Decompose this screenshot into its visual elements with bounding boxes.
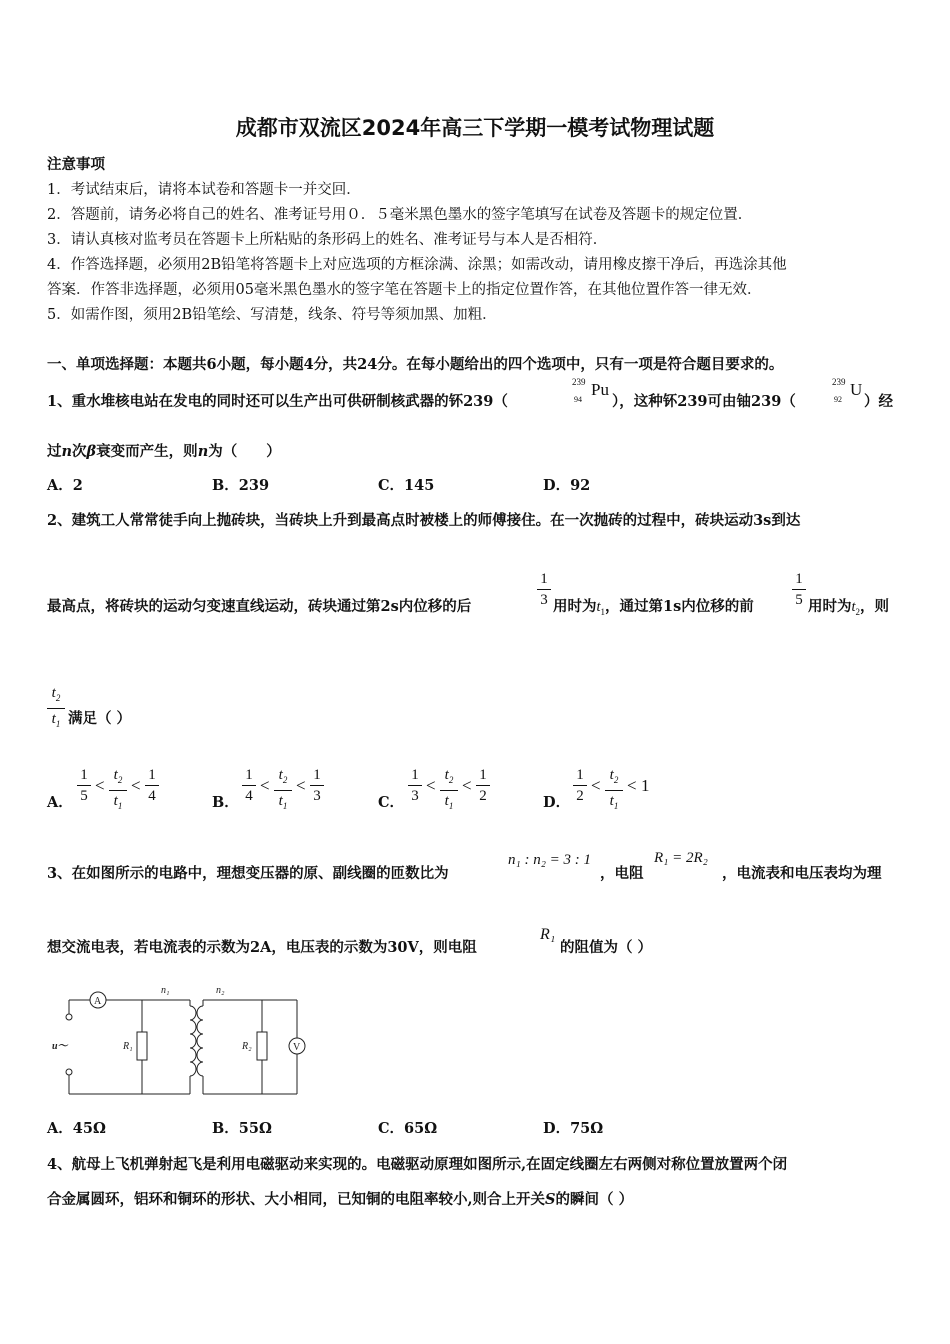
- q3-option-c-label: C．: [378, 1120, 405, 1137]
- q3-text-line2b: 的阻值为（ ）: [560, 939, 653, 956]
- frac-den: 2: [576, 788, 584, 804]
- frac-den: 4: [245, 788, 253, 804]
- frac-den: 5: [795, 592, 803, 608]
- q4-l2-b: 的瞬间（ ）: [555, 1191, 634, 1208]
- q3-option-c[interactable]: [378, 1117, 437, 1138]
- q3-option-a[interactable]: [47, 1117, 106, 1138]
- notice-item-1: 1．考试结束后，请将本试卷和答题卡一并交回．: [47, 182, 361, 198]
- q2-option-a-left-fraction: [77, 766, 91, 805]
- ratio-den: t: [51, 711, 56, 727]
- q2-text-line2a: 最高点，将砖块的运动匀变速直线运动，砖块通过第2s内位移的后: [47, 598, 472, 615]
- q1-n-var-2: n: [197, 443, 209, 460]
- ratio-den-sub: 1: [282, 801, 288, 811]
- frac-den: 3: [540, 592, 548, 608]
- q2-option-c-left-fraction: [408, 766, 422, 805]
- section-heading: 一、单项选择题：本题共6小题，每小题4分，共24分。在每小题给出的四个选项中，只有一项是符合题目要求的。: [47, 356, 784, 373]
- q2-option-d-label[interactable]: D．: [543, 794, 571, 811]
- q2-option-b-ratio: [274, 766, 292, 815]
- pu-atomic-number: 94: [574, 395, 582, 404]
- frac-den: 3: [411, 788, 419, 804]
- q2-option-b-left-fraction: [242, 766, 256, 805]
- q2-option-a-label[interactable]: A．: [47, 794, 73, 811]
- q1-l2-d: 为（ ）: [208, 443, 281, 460]
- notice-item-5: 5．如需作图，须用2B铅笔绘、写清楚，线条、符号等须加黑、加粗．: [47, 307, 497, 323]
- frac-num: 1: [576, 767, 584, 783]
- q2-l2-e: ，则: [860, 598, 890, 615]
- q1-l2-b: 次: [72, 443, 87, 460]
- q2-option-b-label[interactable]: B．: [212, 794, 239, 811]
- ratio-den: t: [609, 793, 614, 809]
- q2-text-line2d: [808, 595, 889, 617]
- q1-n-var: n: [61, 443, 73, 460]
- source-label: u～: [52, 1041, 68, 1052]
- frac-den: 4: [148, 788, 156, 804]
- q1-uranium-nuclide: [832, 377, 864, 407]
- q2-t1-var: t: [596, 599, 601, 615]
- ratio-den-sub: 1: [613, 801, 619, 811]
- q1-option-b[interactable]: [212, 474, 269, 495]
- u-mass-number: 239: [832, 377, 846, 387]
- q1-l2-a: 过: [47, 443, 62, 460]
- q1-text-part2: ），这种钚239可由铀239（: [612, 393, 796, 410]
- q2-satisfy-text: 满足（ ）: [68, 710, 132, 727]
- q3-circuit-diagram: [50, 984, 310, 1096]
- q4-l2-a: 合金属圆环，铝环和铜环的形状、大小相同，已知铜的电阻率较小,则合上开关: [47, 1191, 546, 1208]
- ratio-num: t: [278, 767, 283, 783]
- q2-option-d-ratio: [605, 766, 623, 815]
- q2-fraction-one-fifth: [792, 570, 806, 609]
- q1-text-line2: [47, 440, 281, 461]
- u-atomic-number: 92: [834, 395, 842, 404]
- q3-text-line1c: ，电流表和电压表均为理: [722, 865, 882, 882]
- ratio-num: t: [444, 767, 449, 783]
- ratio-num: t: [51, 685, 56, 701]
- n2-label: n₂: [216, 985, 225, 996]
- pu-symbol: Pu: [591, 380, 609, 399]
- less-than-sign: <: [95, 776, 105, 795]
- q2-option-c-right-fraction: [476, 766, 490, 805]
- less-than-sign: <: [131, 776, 141, 795]
- ratio-num-sub: 2: [282, 775, 288, 785]
- frac-num: 1: [540, 571, 548, 587]
- resistor-r2: [257, 1032, 267, 1060]
- q1-option-b-label: B．: [212, 477, 239, 494]
- q1-option-c[interactable]: [378, 474, 434, 495]
- q3-option-d-label: D．: [543, 1120, 571, 1137]
- q3-option-b-text: 55Ω: [238, 1120, 272, 1137]
- q1-option-a[interactable]: [47, 474, 83, 495]
- q2-text-line1: 2、建筑工人常常徒手向上抛砖块，当砖块上升到最高点时被楼上的师傅接住。在一次抛砖的过程中，砖块运动3s到达: [47, 512, 801, 529]
- q4-switch-symbol: S: [545, 1191, 556, 1208]
- r1-label: R₁: [123, 1041, 133, 1052]
- q2-option-c-label[interactable]: C．: [378, 794, 405, 811]
- q1-option-a-label: A．: [47, 477, 73, 494]
- frac-den: 5: [80, 788, 88, 804]
- notice-item-2: 2．答题前，请务必将自己的姓名、准考证号用０．５毫米黑色墨水的签字笔填写在试卷及答题卡的规定位置．: [47, 207, 753, 223]
- ratio-den-sub: 1: [117, 801, 123, 811]
- ratio-den: t: [444, 793, 449, 809]
- q2-option-b-right-fraction: [310, 766, 324, 805]
- q4-text-line1: 4、航母上飞机弹射起飞是利用电磁驱动来实现的。电磁驱动原理如图所示,在固定线圈左右两侧对称位置放置两个闭: [47, 1156, 788, 1173]
- ratio-num-sub: 2: [117, 775, 123, 785]
- q3-text-line2a: 想交流电表，若电流表的示数为2A，电压表的示数为30V，则电阻: [47, 939, 477, 956]
- frac-num: 1: [795, 571, 803, 587]
- q3-text-line1b: ，电阻: [600, 865, 644, 882]
- ratio-num-sub: 2: [448, 775, 454, 785]
- q2-l2-d: 用时为: [808, 598, 852, 615]
- q2-ratio-fraction: [47, 684, 65, 733]
- source-terminal-bottom: [66, 1069, 72, 1075]
- ratio-num: t: [609, 767, 614, 783]
- source-terminal-top: [66, 1014, 72, 1020]
- q2-l2-b: 用时为: [553, 598, 597, 615]
- q1-beta-symbol: β: [86, 443, 97, 460]
- secondary-coil: [197, 1006, 203, 1076]
- less-than-sign: <: [426, 776, 436, 795]
- notice-item-4: 4．作答选择题，必须用2B铅笔将答题卡上对应选项的方框涂满、涂黑；如需改动，请用橡皮擦干净后，再选涂其他: [47, 257, 787, 273]
- ammeter-label: A: [94, 996, 102, 1007]
- ratio-den-sub: 1: [55, 719, 61, 729]
- page-title: 成都市双流区2024年高三下学期一模考试物理试题: [235, 116, 715, 140]
- q3-option-a-text: 45Ω: [72, 1120, 106, 1137]
- frac-num: 1: [148, 767, 156, 783]
- q1-option-d[interactable]: [543, 474, 590, 495]
- q2-l2-c: ，通过第1s内位移的前: [605, 598, 754, 615]
- q1-option-c-text: 145: [404, 477, 435, 494]
- frac-num: 1: [479, 767, 487, 783]
- q2-t2-var: t: [851, 599, 856, 615]
- notice-item-4-cont: 答案．作答非选择题，必须用05毫米黑色墨水的签字笔在答题卡上的指定位置作答，在其他位置作答一律无效．: [47, 282, 762, 298]
- q1-option-d-text: 92: [570, 477, 591, 494]
- q2-option-a-right-fraction: [145, 766, 159, 805]
- q3-option-a-label: A．: [47, 1120, 73, 1137]
- voltmeter-label: V: [293, 1042, 301, 1053]
- notice-heading: 注意事项: [47, 156, 105, 173]
- q3-text-line1a: 3、在如图所示的电路中，理想变压器的原、副线圈的匝数比为: [47, 865, 449, 882]
- pu-mass-number: 239: [572, 377, 586, 387]
- frac-den: 3: [313, 788, 321, 804]
- q1-option-a-text: 2: [72, 477, 83, 494]
- q1-option-c-label: C．: [378, 477, 405, 494]
- resistor-r1: [137, 1032, 147, 1060]
- primary-coil: [190, 1006, 196, 1076]
- q2-t1-sub: 1: [600, 606, 606, 617]
- ratio-num-sub: 2: [55, 693, 61, 703]
- ratio-num: t: [113, 767, 118, 783]
- q2-option-d-right-value: 1: [641, 776, 650, 795]
- frac-num: 1: [411, 767, 419, 783]
- less-than-sign: <: [462, 776, 472, 795]
- q1-option-b-text: 239: [238, 477, 270, 494]
- frac-num: 1: [245, 767, 253, 783]
- q1-text-part1: 1、重水堆核电站在发电的同时还可以生产出可供研制核武器的钚239（: [47, 393, 508, 410]
- q1-l2-c: 衰变而产生，则: [96, 443, 198, 460]
- q3-option-d-text: 75Ω: [570, 1120, 604, 1137]
- q3-resistance-relation: R₁ = 2R₂: [654, 850, 708, 866]
- q2-option-a-ratio: [109, 766, 127, 815]
- q2-text-line2b: [553, 595, 754, 617]
- q1-text-part3: ）经: [864, 393, 893, 410]
- ratio-den: t: [278, 793, 283, 809]
- q3-turns-ratio: n₁ : n₂ = 3 : 1: [508, 852, 592, 868]
- u-symbol: U: [850, 380, 863, 399]
- q3-option-c-text: 65Ω: [404, 1120, 438, 1137]
- q2-option-d-left-fraction: [573, 766, 587, 805]
- less-than-sign: <: [296, 776, 306, 795]
- q2-option-c-ratio: [440, 766, 458, 815]
- less-than-sign: <: [260, 776, 270, 795]
- frac-den: 2: [479, 788, 487, 804]
- r2-label: R₂: [242, 1041, 252, 1052]
- q3-option-d[interactable]: [543, 1117, 603, 1138]
- q3-r1-symbol: R₁: [540, 926, 556, 943]
- notice-item-3: 3．请认真核对监考员在答题卡上所粘贴的条形码上的姓名、准考证号与本人是否相符．: [47, 232, 608, 248]
- q1-option-d-label: D．: [543, 477, 571, 494]
- frac-num: 1: [80, 767, 88, 783]
- n1-label: n₁: [161, 985, 170, 996]
- ratio-num-sub: 2: [613, 775, 619, 785]
- ratio-den-sub: 1: [448, 801, 454, 811]
- q3-option-b[interactable]: [212, 1117, 272, 1138]
- less-than-sign: <: [591, 776, 601, 795]
- frac-num: 1: [313, 767, 321, 783]
- q4-text-line2: [47, 1188, 633, 1209]
- q2-fraction-one-third: [537, 570, 551, 609]
- less-than-sign: <: [627, 776, 637, 795]
- ratio-den: t: [113, 793, 118, 809]
- q3-option-b-label: B．: [212, 1120, 239, 1137]
- q1-plutonium-nuclide: [572, 377, 612, 407]
- q2-t2-sub: 2: [855, 606, 861, 617]
